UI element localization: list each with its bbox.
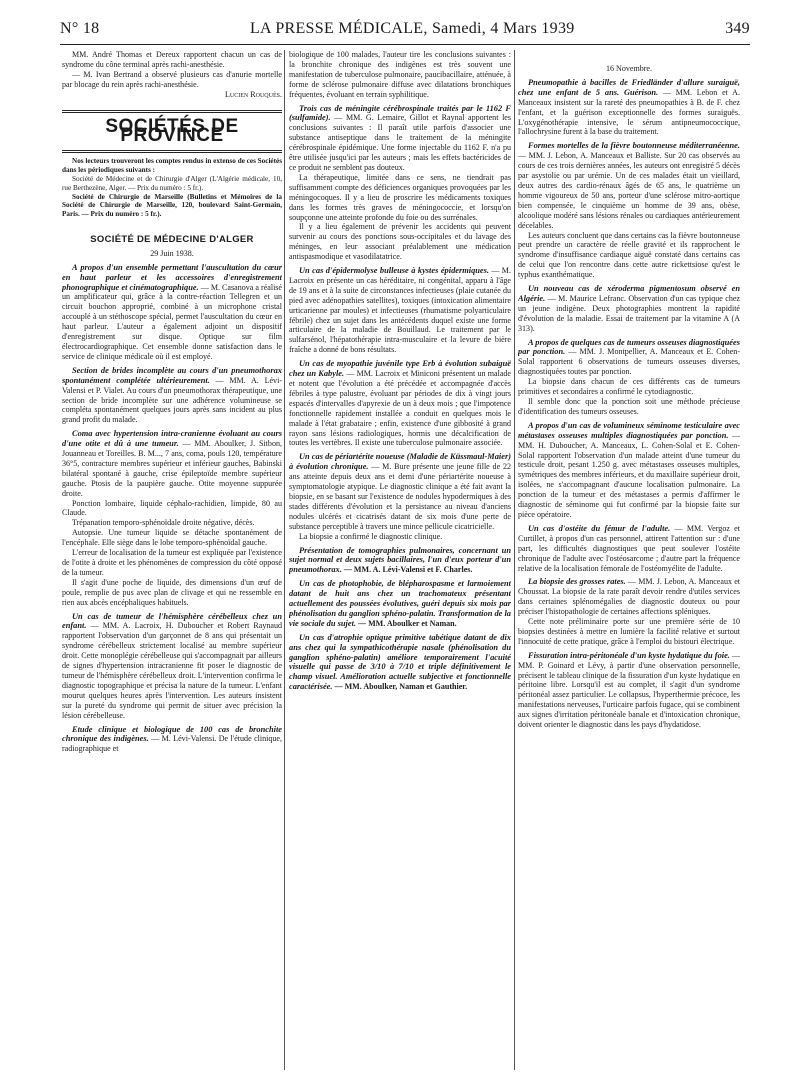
session-date: 29 Juin 1938. bbox=[150, 248, 194, 258]
article-body: — M. Lévi-Valensi. De l'étude clinique, radiographique et bbox=[62, 734, 282, 754]
article-title: Section de brides incomplète au cours d'un pneumothorax spontanément complétée ultérieurement. bbox=[62, 365, 282, 385]
article bbox=[289, 452, 511, 531]
article bbox=[289, 579, 511, 629]
article-title: La biopsie des grosses rates. bbox=[528, 577, 626, 587]
article-body: — MM. H. Duboucher, A. Manceaux, L. Cohen-Solal et E. Cohen-Solal rapportent l'observation d'un malade atteint d'une tumeur du testicule droit, pesant 1.250 g. avec métastases osseuses multiples, symétriques des membres inférieurs, et du maxillaire supérieur droit, isolées, ne s'accompagnant d'aucune localisation pulmonaire. La ponction de la tumeur et des métastases a permis d'affirmer le diagnostic de séminome qui fut confirmé par la biopsie faite sur pièce opératoire. bbox=[518, 430, 740, 519]
notice-block bbox=[62, 157, 282, 219]
paragraph: — M. Ivan Bertrand a observé plusieurs cas d'anurie mortelle par blocage du rein après rachi-anesthésie. bbox=[62, 69, 282, 89]
paragraph: La thérapeutique, limitée dans ce sens, ne tiendrait pas suffisamment compte des déficiences organiques provoquées par les méningocoques. Il y a lieu de proscrire les médicaments toxiques dans les formes très graves de méningococcie, et lorsqu'on soupçonne une atteinte profonde du foie ou des surrénales. bbox=[289, 172, 511, 222]
article-body: — MM. Aboulker et Naman. bbox=[358, 618, 457, 628]
paragraph: biologique de 100 malades, l'auteur tire les conclusions suivantes : la bronchite chronique des indigènes est très souvent une manifestation de tuberculose pulmonaire, paucibacillaire, atténuée, à forme de sclérose pulmonaire diffuse avec dilatations bronchiques fréquentes, évoluant en terrain syphilitique. bbox=[289, 50, 511, 99]
article-body: — MM. G. Lemaire, Gillot et Raynal apportent les conclusions suivantes : Il paraît utile parfois d'associer une substance antiseptique dans le traitement de la méningite cérébrospinale épidémique. Une forme injectable du 1162 F. n'a pu être utilisée jusqu'ici par les auteurs ; mais les effets bactéricides de ce produit ne semblent pas douteux. bbox=[289, 113, 511, 172]
article-body: — MM. Aboulker, Naman et Gauthier. bbox=[334, 682, 468, 692]
paragraph: L'erreur de localisation de la tumeur est expliquée par l'existence de l'otite à droite et les phénomènes de compression du côté opposé de la tumeur. bbox=[62, 548, 282, 577]
article-body: — MM. Aboulker, J. Sitbon, Jouanneau et Toreilles. B. M..., 7 ans, coma, pouls 120, température 36°5, contracture membres supérieur et inférieur gauches, Babinski bilatéral spontané à gauche, crise épileptoïde membre supérieur gauche. Ptosis de la paupière gauche. Otite moyenne suppurée droite. bbox=[62, 439, 282, 498]
column-3 bbox=[518, 50, 740, 1070]
article bbox=[289, 104, 511, 173]
article bbox=[62, 612, 282, 721]
article bbox=[518, 284, 740, 334]
article-body: — MM. Lacroix et Miniconi présentent un malade et notent que l'évolution a été précédée et accompagnée d'accès fébriles à type palustre, évoluant par périodes de dix à vingt jours espacés d'intervalles d'apyrexie de un à deux mois ; que l'impotence fonctionnelle rapidement installée a conduit en quelques mois le malade à l'état grabataire ; enfin, existence d'une gibbosité à grand rayon sans lésions radiologiques, hormis une décalcification de toutes les vertèbres. Il existe une tuberculose pulmonaire associée. bbox=[289, 369, 511, 448]
column-divider-2 bbox=[514, 50, 515, 1070]
session-date: 16 Novembre. bbox=[605, 64, 653, 73]
paragraph: Il y a lieu également de prévenir les accidents qui peuvent survenir au cours des ponctions sous-occipitales et du lavage des méninges, en leur associant préalablement une médication antispasmodique et vasodilatatrice. bbox=[289, 222, 511, 262]
article-title: Un cas d'atrophie optique primitive tabétique datant de dix ans chez qui la sympathicothérapie nasale (phénolisation du ganglion sphéno-palatin) améliore temporairement l'acuité visuelle qui passe de 3/10 à 7/10 et triple définitivement le champ visuel. Amélioration actuelle subjective et fonctionnelle caractérisée. bbox=[289, 632, 511, 692]
header-rule bbox=[60, 44, 750, 45]
article-title: A propos d'un cas de volumineux séminome testiculaire avec métastases osseuses multiples diagnostiquées par ponction. bbox=[518, 420, 740, 440]
page-number-left: N° 18 bbox=[60, 20, 100, 37]
article-title: Etude clinique et biologique de 100 cas de bronchite chronique des indigènes. bbox=[62, 724, 282, 744]
paragraph: MM. André Thomas et Dereux rapportent chacun un cas de syndrome du cône terminal après rachi-anesthésie. bbox=[62, 50, 282, 69]
article bbox=[62, 725, 282, 755]
article bbox=[289, 266, 511, 355]
column-2 bbox=[289, 50, 511, 1070]
article-title: Un cas de tumeur de l'hémisphère cérébelleux chez un enfant. bbox=[62, 611, 282, 631]
article-title: Un cas d'épidermolyse bulleuse à kystes épidermiques. bbox=[299, 266, 489, 276]
article-body: — MM. P. Goinard et Lévy, à partir d'une observation personnelle, précisent le tableau clinique de la fissuration d'un kyste hydatique en péritoine libre. Lorsqu'il est au complet, il s'agit d'un syndrome péritonéal assez particulier. Le collapsus, l'hyperthermie précoce, les manifestations nerveuses, l'urticaire parfois fugace, qui se combinent aux signes d'irritation péritonéale banale et d'intoxication chronique, doivent orienter le diagnostic dans les pays d'hydatidose. bbox=[518, 650, 740, 730]
article-body: — MM. Vergoz et Curtillet, à propos d'un cas personnel, attirent l'attention sur : d'une part, les difficultés diagnostiques que peut soulever l'ostéite chronique de l'adulte avec l'ostéosarcome ; d'autre part la fréquence relative de la localisation fémorale de l'ostéomyélite de l'adulte. bbox=[518, 523, 740, 573]
article-title: Formes mortelles de la fièvre boutonneuse méditerranéenne. bbox=[528, 141, 740, 151]
article-body: — MM. Lebon et A. Manceaux insistent sur la rareté des pneumopathies à B. de F. chez l'enfant, et la guérison exceptionnelle des formes suraiguës. L'oxygénothérapie intensive, le sérum antipneumococcique, l'allochrysine furent à la base du traitement. bbox=[518, 87, 740, 137]
article-title: A propos d'un ensemble permettant l'auscultation du cœur en haut parleur et les accessoires d'enregistrement phonographique et cinématographique. bbox=[62, 262, 282, 292]
article bbox=[518, 338, 740, 378]
column-divider-1 bbox=[284, 50, 285, 1070]
paragraph: Les auteurs concluent que dans certains cas la fièvre boutonneuse peut prendre un caractère de réelle gravité et ils rapprochent le syndrome d'insuffisance cardiaque aiguë constaté dans certains cas de celui que l'on rencontre dans cette autre rickettsiose qu'est le typhus exanthématique. bbox=[518, 230, 740, 280]
article-title: Trois cas de méningite cérébrospinale traités par le 1162 F (sulfamide). bbox=[289, 103, 511, 123]
article-body: — M. Casanova a réalisé un amplificateur qui, grâce à la contre-réaction Tellegren et un circuit bouchon approprié, combiné à un microphone cristal accouplé à un stéthoscope spécial, permet l'auscultation du cœur en haut parleur. L'auteur a également adjoint un dispositif d'enregistrement sur disque. Optique sur film électrocardiographique. Cet ensemble donne satisfaction dans le service de clinique médicale où il est employé. bbox=[62, 282, 282, 361]
article bbox=[62, 263, 282, 362]
article bbox=[518, 651, 740, 730]
article-title: Coma avec hypertension intra-cranienne évoluant au cours d'une otite et dû à une tumeur. bbox=[62, 429, 282, 449]
notice-intro: Nos lecteurs trouveront les comptes rendus in extenso de ces Sociétés dans les périodiques suivants : bbox=[62, 157, 282, 175]
article-title: Un cas de photophobie, de blépharospasme et larmoiement datant de huit ans chez un trachomateux présentant actuellement des poussées évolutives, guéri depuis six mois par phénolisation du ganglion sphéno-palatin. Transformation de la vie sociale du sujet. bbox=[289, 579, 511, 628]
article-title: Fissuration intra-péritonéale d'un kyste hydatique du foie. bbox=[528, 650, 730, 660]
notice-item: Société de Médecine et de Chirurgie d'Alger (L'Algérie médicale, 10, rue Berthezène, Alger. — Prix du numéro : 5 fr.). bbox=[62, 174, 282, 192]
paragraph: Trépanation temporo-sphénoïdale droite négative, décès. bbox=[72, 518, 255, 528]
paragraph: Il semble donc que la ponction soit une méthode précieuse d'identification des tumeurs osseuses. bbox=[518, 397, 740, 416]
article-title: A propos de quelques cas de tumeurs osseuses diagnostiquées par ponction. bbox=[518, 337, 740, 357]
column-1 bbox=[62, 50, 282, 1070]
article-title: Un nouveau cas de xéroderma pigmentosum observé en Algérie. bbox=[518, 284, 740, 303]
article-title: Un cas de périartérite noueuse (Maladie de Küssmaul-Maier) à évolution chronique. bbox=[289, 452, 511, 472]
page-header bbox=[60, 20, 750, 44]
paragraph: La biopsie a confirmé le diagnostic clinique. bbox=[299, 531, 443, 541]
author-signature: Lucien Rouquès. bbox=[225, 89, 282, 99]
article bbox=[289, 359, 511, 448]
article-body: — M. Lacroix en présente un cas héréditaire, ni congénital, apparu à l'âge de 19 ans et à la suite de circonstances infectieuses (plaie cutanée du pied avec adénopathies satellites), toxiques (intoxication alimentaire urticarienne par moules) et infectieuses (rhumatisme polyarticulaire fébrile) chez un sujet dans les antécédents duquel existe une forme articulaire de la maladie de Bouillaud. Le traitement par le sulfarsénol, l'hépatothérapie intra-musculaire et la levure de bière fraîche a donné de bons résultats. bbox=[289, 266, 511, 355]
article-body: — MM. J. Montpellier, A. Manceaux et E. Cohen-Solal rapportent 6 observations de tumeurs osseuses diverses, diagnostiquées toutes par ponction. bbox=[518, 347, 740, 377]
page-number-right: 349 bbox=[725, 20, 750, 37]
paragraph: Autopsie. Une tumeur liquide se détache spontanément de l'encéphale. Elle siège dans le lobe temporo-sphénoïdal gauche. bbox=[62, 528, 282, 548]
paragraph: Ponction lombaire, liquide céphalo-rachidien, limpide, 80 au Claude. bbox=[62, 498, 282, 518]
article-title: Un cas d'ostéite du fémur de l'adulte. bbox=[528, 523, 671, 533]
section-title: SOCIÉTÉS DE PROVINCE bbox=[62, 110, 282, 154]
article-body: — MM. A. Lacroix, H. Duboucher et Robert Raynaud rapportent l'observation d'un garçonnet de 8 ans qui présentait un syndrome cérébelleux strictement localisé au membre supérieur droit. Cette monoplégie cérébelleuse qui s'accompagnait par ailleurs de signes d'hypertension intracranienne fit poser le diagnostic de tumeur de l'hémisphère cérébelleux droit. L'intervention confirma le diagnostic topographique et précisa la nature de la tumeur. L'enfant mourut quelques heures après l'intervention. Les auteurs insistent sur la pureté du syndrome qui permit de situer avec précision la lésion cérébelleuse. bbox=[62, 621, 282, 720]
article bbox=[289, 546, 511, 576]
notice-item: Société de Chirurgie de Marseille (Bulletins et Mémoires de la Société de Chirurgie de Marseille, 120, boulevard Saint-Germain, Paris. — Prix du numéro : 5 fr.). bbox=[62, 192, 282, 219]
article bbox=[518, 421, 740, 520]
article-body: — MM. J. Lebon, A. Manceaux et Choussat. La biopsie de la rate paraît devoir rendre d'utiles services dans certaines splénomégalies de diagnostic douteux ou pour préciser l'histopathologie de certaines affections spléniques. bbox=[518, 577, 740, 617]
article-title: Pneumopathie à bacilles de Friedländer d'allure suraiguë, chez une enfant de 5 ans. Guérison. bbox=[518, 77, 740, 97]
article bbox=[62, 366, 282, 425]
article bbox=[518, 141, 740, 230]
article-title: Un cas de myopathie juvénile type Erb à évolution subaiguë chez un Kabyle. bbox=[289, 359, 511, 379]
article-body: — M. Bure présente une jeune fille de 22 ans atteinte depuis deux ans et demi d'une périartérite noueuse à symptomatologie atypique. Le diagnostic clinique a été fait avant la biopsie, en se basant sur l'existence de nodules hypodermiques à des stades différents d'évolution et la persistance au niveau d'anciens nodules ulcérés et cicatrisés datant de six mois d'une perte de substance perceptible à travers une mince pellicule cicatricielle. bbox=[289, 462, 511, 531]
article bbox=[518, 577, 740, 617]
article-body: — MM. A. Lévi-Valensi et P. Vialet. Au cours d'un pneumothorax thérapeutique, une section de bride incomplète sur une adhérence volumineuse se compléta spontanément quelques jours après sans incident au plus grand profit du malade. bbox=[62, 375, 282, 425]
paragraph: Il s'agit d'une poche de liquide, des dimensions d'un œuf de poule, remplie de pus avec plan de clivage et qui ne ressemble en rien aux abcès encéphaliques habituels. bbox=[62, 577, 282, 607]
article-body: — MM. A. Lévi-Valensi et F. Charles. bbox=[343, 565, 473, 575]
article bbox=[518, 524, 740, 574]
article bbox=[518, 78, 740, 137]
society-title: SOCIÉTÉ DE MÉDECINE D'ALGER bbox=[90, 233, 254, 245]
article-title: Présentation de tomographies pulmonaires, concernant un sujet normal et deux sujets bacillaires, l'un d'eux porteur d'un pneumothorax. bbox=[289, 545, 511, 575]
article-body: — M. Maurice Lefranc. Observation d'un cas typique chez un jeune indigène. Deux photographies montrent la rapidité d'évolution de la maladie. Essai de traitement par la vitamine A (A 313). bbox=[518, 293, 740, 333]
article-body: — MM. J. Lebon, A. Manceaux et Balliste. Sur 20 cas observés au cours de ces trois dernières années, les auteurs ont enregistré 5 décès par asystolie ou par urémie. Un de ces malades était un vieillard, deux autres des cardio-rénaux âgés de 65 ans, le quatrième un homme vigoureux de 50 ans, porteur d'une sclérose mitro-aortique bien compensée, le cinquième un homme de 39 ans, obèse, alcoolique modéré sans lésions rénales ou cardiaques antérieurement décelables. bbox=[518, 151, 740, 230]
paragraph: La biopsie dans chacun de ces différents cas de tumeurs primitives et secondaires a confirmé le cytodiagnostic. bbox=[518, 377, 740, 397]
journal-title: LA PRESSE MÉDICALE, Samedi, 4 Mars 1939 bbox=[249, 20, 575, 37]
article bbox=[62, 429, 282, 498]
paragraph: Cette note préliminaire porte sur une première série de 10 biopsies destinées à mettre en lumière la facilité relative et surtout l'innocuité de cette pratique, grâce à l'emploi du bistouri électrique. bbox=[518, 617, 740, 646]
article bbox=[289, 633, 511, 692]
